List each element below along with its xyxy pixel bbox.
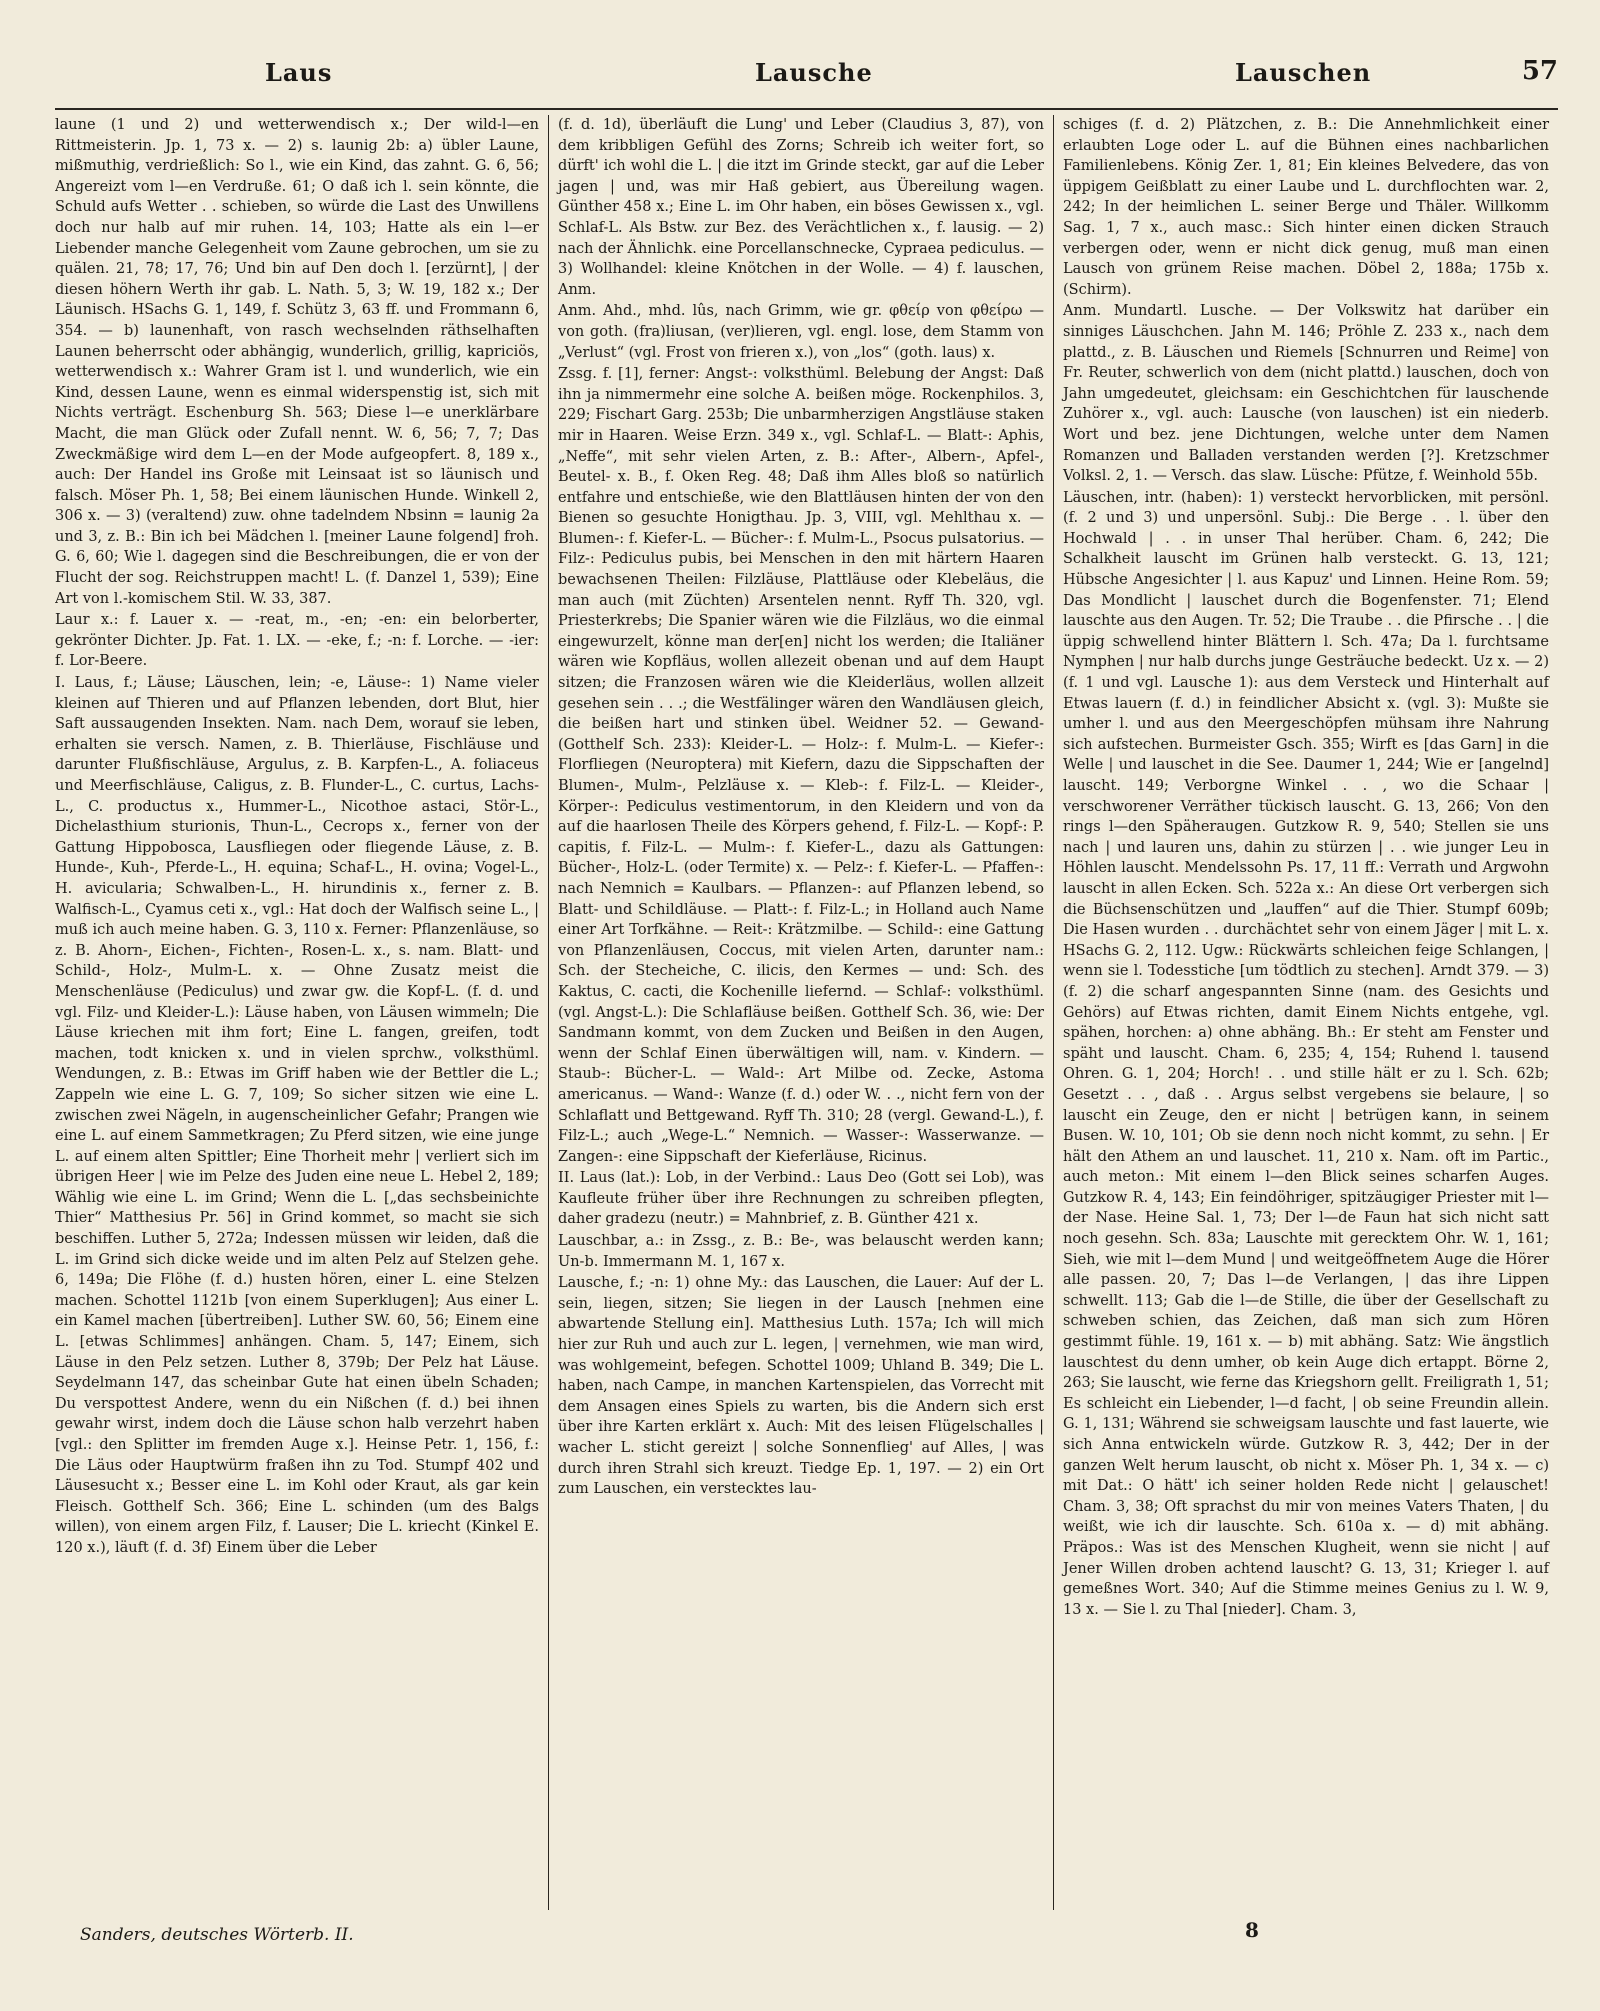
entry-paragraph: Lauschbar, a.: in Zssg., z. B.: Be-, was belauscht werden kann; Un-b. Immermann M. 1, 167 x. <box>558 1233 1044 1270</box>
column-2 <box>548 115 1053 1910</box>
entry-paragraph: Anm. Mundartl. Lusche. — Der Volkswitz hat darüber ein sinniges Läuschchen. Jahn M. 146; Pröhle Z. 233 x., nach dem plattd., z. B. Läuschen und Riemels [Schnurren und Reime] von Fr. Reuter, schwerlich von dem (nicht plattd.) lauschen, doch von Jahn umgedeutet, gleichsam: ein Geschichtchen für lauschende Zuhörer x., vgl. auch: Lausche (von lauschen) ist ein niederb. Wort und bez. jene Dichtungen, welche unter dem Namen Romanzen und Balladen verstanden werden [?]. Kretzschmer Volksl. 2, 1. — Versch. das slaw. Lüsche: Pfütze, f. Weinhold 55b. <box>1063 303 1549 485</box>
header-rule <box>55 108 1558 110</box>
signature-mark: 8 <box>1245 1918 1259 1942</box>
entry-paragraph: Anm. Ahd., mhd. lûs, nach Grimm, wie gr. φθείρ von φθείρω — von goth. (fra)liusan, (ver)lieren, vgl. engl. lose, dem Stamm von „Verlust“ (vgl. Frost von frieren x.), von „los“ (goth. laus) x. <box>558 303 1044 361</box>
text-columns <box>55 115 1558 1910</box>
entry-paragraph: schiges (f. d. 2) Plätzchen, z. B.: Die Annehmlichkeit einer erlaubten Loge oder L. auf die Bühnen eines nachbarlichen Familienlebens. König Zer. 1, 81; Ein kleines Belvedere, das von üppigem Geißblatt zu einer Laube und L. durchflochten war. 2, 242; In der heimlichen L. seiner Berge und Thäler. Willkomm Sag. 1, 7 x., auch masc.: Sich hinter einen dicken Strauch verbergen oder, wenn er nicht dick genug, muß man einen Lausch von grünem Reise machen. Döbel 2, 188a; 175b x. (Schirm). <box>1063 117 1549 298</box>
page-number: 57 <box>1521 56 1558 86</box>
entry-paragraph: Zssg. f. [1], ferner: Angst-: volksthüml. Belebung der Angst: Daß ihn ja nimmermehr eine solche A. beißen möge. Rockenphilos. 3, 229; Fischart Garg. 253b; Die unbarmherzigen Angstläuse staken mir in Haaren. Weise Erzn. 349 x., vgl. Schlaf-L. — Blatt-: Aphis, „Neffe“, mit sehr vielen Arten, z. B.: After-, Albern-, Apfel-, Beutel- x. B., f. Oken Reg. 48; Daß ihm Alles bloß so natürlich entfahre und entschieße, wie den Blattläusen hinten der von den Bienen so gesuchte Honigthau. Jp. 3, VIII, vgl. Mehlthau x. — Blumen-: f. Kiefer-L. — Bücher-: f. Mulm-L., Psocus pulsatorius. — Filz-: Pediculus pubis, bei Menschen in den mit härtern Haaren bewachsenen Theilen: Filzläuse, Plattläuse oder Klebeläus, die man auch (mit Züchten) Arsentelen nennt. Ryff Th. 320, vgl. Priesterkrebs; Die Spanier wären wie die Filzläus, wo die einmal eingewurzelt, könne man der[en] nicht los werden; die Italiäner wären wie Kopfläus, wollen allezeit obenan und auf dem Haupt sitzen; die Franzosen wären wie die Kleiderläus, wollen allzeit gesehen sein . . .; die Westfälinger wären den Wandläusen gleich, die beißen hart und stinken übel. Weidner 52. — Gewand- (Gotthelf Sch. 233): Kleider-L. — Holz-: f. Mulm-L. — Kiefer-: Florfliegen (Neuroptera) mit Kiefern, dazu die Sippschaften der Blumen-, Mulm-, Pelzläuse x. — Kleb-: f. Filz-L. — Kleider-, Körper-: Pediculus vestimentorum, in den Kleidern und von da auf die haarlosen Theile des Körpers gehend, f. Filz-L. — Kopf-: P. capitis, f. Filz-L. — Mulm-: f. Kiefer-L., dazu als Gattungen: Bücher-, Holz-L. (oder Termite) x. — Pelz-: f. Kiefer-L. — Pfaffen-: nach Nemnich = Kaulbars. — Pflanzen-: auf Pflanzen lebend, so Blatt- und Schildläuse. — Platt-: f. Filz-L.; in Holland auch Name einer Art Torfkähne. — Reit-: Krätzmilbe. — Schild-: eine Gattung von Pflanzenläusen, Coccus, mit vielen Arten, darunter nam.: Sch. der Stecheiche, C. ilicis, den Kermes — und: Sch. des Kaktus, C. cacti, die Kochenille liefernd. — Schlaf-: volksthüml. (vgl. Angst-L.): Die Schlafläuse beißen. Gotthelf Sch. 36, wie: Der Sandmann kommt, von dem Zucken und Beißen in den Augen, wenn der Schlaf Einen überwältigen will, nam. v. Kindern. — Staub-: Bücher-L. — Wald-: Art Milbe od. Zecke, Astoma americanus. — Wand-: Wanze (f. d.) oder W. . ., nicht fern von der Schlaflatt und Bettgewand. Ryff Th. 310; 28 (vergl. Gewand-L.), f. Filz-L.; auch „Wege-L.“ Nemnich. — Wasser-: Wasserwanze. — Zangen-: eine Sippschaft der Kieferläuse, Ricinus. <box>558 366 1044 1165</box>
entry-paragraph: laune (1 und 2) und wetterwendisch x.; Der wild-l—en Rittmeisterin. Jp. 1, 73 x. — 2) s. launig 2b: a) übler Laune, mißmuthig, verdrießlich: So l., wie ein Kind, das zahnt. G. 6, 56; Angereizt vom l—en Verdruße. 61; O daß ich l. sein könnte, die Schuld aufs Wetter . . schieben, so würde die Last des Unwillens doch nur halb auf mir ruhen. 14, 103; Hatte als ein l—er Liebender manche Gelegenheit vom Zaune gebrochen, um sie zu quälen. 21, 78; 17, 76; Und bin auf Den doch l. [erzürnt], | der diesen höhern Werth ihr gab. L. Nath. 5, 3; W. 19, 182 x.; Der Läunisch. HSachs G. 1, 149, f. Schütz 3, 63 ff. und Frommann 6, 354. — b) launenhaft, von rasch wechselnden räthselhaften Launen beherrscht oder abhängig, wunderlich, grillig, kapriciös, wetterwendisch x.: Wahrer Gram ist l. und wunderlich, wie ein Kind, dessen Laune, wenn es einmal widerspenstig ist, sich mit Nichts verträgt. Eschenburg Sh. 563; Diese l—e unerklärbare Macht, die man Glück oder Zufall nennt. W. 6, 56; 7, 7; Das Zweckmäßige wird dem L—en der Mode aufgeopfert. 8, 189 x., auch: Der Handel ins Große mit Leinsaat ist so läunisch und falsch. Möser Ph. 1, 58; Bei einem läunischen Hunde. Winkell 2, 306 x. — 3) (veraltend) zuw. ohne tadelndem Nbsinn = launig 2a und 3, z. B.: Bin ich bei Mädchen l. [meiner Laune folgend] froh. G. 6, 60; Wie l. dagegen sind die Beschreibungen, die er von der Flucht der sog. Reichstruppen macht! L. (f. Danzel 1, 539); Eine Art von l.-komischem Stil. W. 33, 387. <box>55 117 539 607</box>
footer-book-title: Sanders, deutsches Wörterb. II. <box>80 1925 354 1945</box>
entry-paragraph: II. Laus (lat.): Lob, in der Verbind.: Laus Deo (Gott sei Lob), was Kaufleute früher über ihre Rechnungen zu schreiben pflegten, daher gradezu (neutr.) = Mahnbrief, z. B. Günther 421 x. <box>558 1170 1044 1228</box>
running-header <box>55 58 1558 98</box>
column-1 <box>55 115 548 1910</box>
entry-paragraph: I. Laus, f.; Läuse; Läuschen, lein; -e, Läuse-: 1) Name vieler kleinen auf Thieren und auf Pflanzen lebenden, dort Blut, hier Saft aussaugenden Insekten. Nam. nach Dem, worauf sie leben, erhalten sie versch. Namen, z. B. Thierläuse, Fischläuse und darunter Flußfischläuse, Argulus, z. B. Karpfen-L., A. foliaceus und Meerfischläuse, Caligus, z. B. Flunder-L., C. curtus, Lachs-L., C. productus x., Hummer-L., Nicothoe astaci, Stör-L., Dichelasthium sturionis, Thun-L., Cecrops x., ferner von der Gattung Hippobosca, Lausfliegen oder fliegende Läuse, z. B. Hunde-, Kuh-, Pferde-L., H. equina; Schaf-L., H. ovina; Vogel-L., H. avicularia; Schwalben-L., H. hirundinis x., ferner z. B. Walfisch-L., Cyamus ceti x., vgl.: Hat doch der Walfisch seine L., | muß ich auch meine haben. G. 3, 110 x. Ferner: Pflanzenläuse, so z. B. Ahorn-, Eichen-, Fichten-, Rosen-L. x., s. nam. Blatt- und Schild-, Holz-, Mulm-L. x. — Ohne Zusatz meist die Menschenläuse (Pediculus) und zwar gw. die Kopf-L. (f. d. und vgl. Filz- und Kleider-L.): Läuse haben, von Läusen wimmeln; Die Läuse kriechen mit ihm fort; Eine L. fangen, greifen, todt machen, todt knicken x. und in vielen sprchw., volksthüml. Wendungen, z. B.: Etwas im Griff haben wie der Bettler die L.; Zappeln wie eine L. G. 7, 109; So sicher sitzen wie eine L. zwischen zwei Nägeln, in augenscheinlicher Gefahr; Prangen wie eine L. auf einem Sammetkragen; Zu Pferd sitzen, wie eine junge L. auf einem alten Spittler; Eine Thorheit mehr | verliert sich im übrigen Heer | wie im Pelze des Juden eine neue L. Hebel 2, 189; Wählig wie eine L. im Grind; Wenn die L. [„das sechsbeinichte Thier“ Matthesius Pr. 56] in Grind kommet, so macht sie sich beschiffen. Luther 5, 272a; Indessen müssen wir leiden, daß die L. im Grind sich dicke weide und im alten Pelz auf Stelzen gehe. 6, 149a; Die Flöhe (f. d.) husten hören, einer L. eine Stelzen machen. Schottel 1121b [von einem Superklugen]; Aus einer L. ein Kamel machen [übertreiben]. Luther SW. 60, 56; Einem eine L. [etwas Schlimmes] anhängen. Cham. 5, 147; Einem, sich Läuse in den Pelz setzen. Luther 8, 379b; Der Pelz hat Läuse. Seydelmann 147, das scheinbar Gute hat einen übeln Schaden; Du verspottest Andere, wenn du ein Nißchen (f. d.) bei ihnen gewahr wirst, indem doch die Läuse schon halb verzehrt haben [vgl.: den Splitter im fremden Auge x.]. Heinse Petr. 1, 156, f.: Die Läus oder Hauptwürm fraßen ihn zu Tod. Stumpf 402 und Läusesucht x.; Besser eine L. im Kohl oder Kraut, als gar kein Fleisch. Gotthelf Sch. 366; Eine L. schinden (um des Balgs willen), von einem argen Filz, f. Lauser; Die L. kriecht (Kinkel E. 120 x.), läuft (f. d. 3f) Einem über die Leber <box>55 675 539 1556</box>
entry-paragraph: (f. d. 1d), überläuft die Lung' und Leber (Claudius 3, 87), von dem kribbligen Gefühl des Zorns; Schreib ich weiter fort, so dürft' ich wohl die L. | die itzt im Grinde steckt, gar auf die Leber jagen | und, was mir Haß gebiert, aus Übereilung wagen. Günther 458 x.; Eine L. im Ohr haben, ein böses Gewissen x., vgl. Schlaf-L. Als Bstw. zur Bez. des Verächtlichen x., f. lausig. — 2) nach der Ähnlichk. eine Porcellanschnecke, Cypraea pediculus. — 3) Wollhandel: kleine Knötchen in der Wolle. — 4) f. lauschen, Anm. <box>558 117 1044 298</box>
header-left-guide-word: Laus <box>265 58 333 87</box>
entry-paragraph: Laur x.: f. Lauer x. — -reat, m., -en; -en: ein belorberter, gekrönter Dichter. Jp. Fat. 1. LX. — -eke, f.; -n: f. Lorche. — -ier: f. Lor-Beere. <box>55 612 539 670</box>
header-right-guide-word: Lauschen <box>1235 58 1372 87</box>
entry-paragraph: Läuschen, intr. (haben): 1) versteckt hervorblicken, mit persönl. (f. 2 und 3) und unpersönl. Subj.: Die Berge . . l. über den Hochwald | . . in unser Thal herüber. Cham. 6, 242; Die Schalkheit lauscht im Grünen halb versteckt. G. 13, 121; Hübsche Angesichter | l. aus Kapuz' und Linnen. Heine Rom. 59; Das Mondlicht | lauschet durch die Bogenfenster. 71; Elend lauschte aus den Augen. Tr. 52; Die Traube . . die Pfirsche . . | die üppig schwellend hinter Blättern l. Sch. 47a; Da l. furchtsame Nymphen | nur halb durchs junge Gesträuche bedeckt. Uz x. — 2) (f. 1 und vgl. Lausche 1): aus dem Versteck und Hinterhalt auf Etwas lauern (f. d.) in feindlicher Absicht x. (vgl. 3): Mußte sie umher l. und aus den Meergeschöpfen mühsam ihre Nahrung sich aufstechen. Burmeister Gsch. 355; Wirft es [das Garn] in die Welle | und lauschet in die See. Daumer 1, 244; Wie er [angelnd] lauscht. 149; Verborgne Winkel . . , wo die Schaar | verschworener Verräther tückisch lauscht. G. 13, 266; Von den rings l—den Späheraugen. Gutzkow R. 9, 540; Stellen sie uns nach | und lauren uns, dahin zu stürzen | . . wie junger Leu in Höhlen lauscht. Mendelssohn Ps. 17, 11 ff.: Verrath und Argwohn lauscht in allen Ecken. Sch. 522a x.: An diese Ort verbergen sich die Büchsenschützen und „lauffen“ auf die Thier. Stumpf 609b; Die Hasen wurden . . durchächtet sehr von einem Jäger | mit L. x. HSachs G. 2, 112. Ugw.: Rückwärts schleichen feige Schlangen, | wenn sie l. Todesstiche [um tödtlich zu stechen]. Arndt 379. — 3) (f. 2) die scharf angespannten Sinne (nam. des Gesichts und Gehörs) auf Etwas richten, damit Einem Nichts entgehe, vgl. spähen, horchen: a) ohne abhäng. Bh.: Er steht am Fenster und späht und lauscht. Cham. 6, 235; 4, 154; Ruhend l. tausend Ohren. G. 1, 204; Horch! . . und stille hält er zu l. Sch. 62b; Gesetzt . . , daß . . Argus selbst vergebens sie belaure, | so lauscht ein Zeuge, den er nicht | betrügen kann, in seinem Busen. W. 10, 101; Ob sie denn noch nicht kommt, zu sehn. | Er hält den Athem an und lauschet. 11, 210 x. Nam. oft im Partic., auch meton.: Mit einem l—den Blick seines scharfen Auges. Gutzkow R. 4, 143; Ein feindöhriger, spitzäugiger Priester mit l—der Nase. Heine Sal. 1, 73; Der l—de Faun hat sich nicht satt noch gesehn. Sch. 83a; Lauschte mit gerecktem Ohr. W. 1, 161; Sieh, wie mit l—dem Mund | und weitgeöffnetem Auge die Hörer alle passen. 20, 7; Das l—de Verlangen, | das ihre Lippen schwellt. 113; Gab die l—de Stille, die über der Gesellschaft zu schweben schien, das Zeichen, daß man sich zum Hören gestimmt fühle. 19, 161 x. — b) mit abhäng. Satz: Wie ängstlich lauschtest du denn umher, ob kein Auge dich ertappt. Börne 2, 263; Sie lauscht, wie ferne das Kriegshorn gellt. Freiligrath 1, 51; Es schleicht ein Liebender, l—d facht, | ob seine Freundin allein. G. 1, 131; Während sie schweigsam lauschte und fast lauerte, wie sich Anna entwickeln würde. Gutzkow R. 3, 442; Der in der ganzen Welt herum lauscht, ob nicht x. Möser Ph. 1, 34 x. — c) mit Dat.: O hätt' ich seiner holden Rede nicht | gelauschet! Cham. 3, 38; Oft sprachst du mir von meines Vaters Thaten, | du weißt, wie ich dir lauschte. Sch. 610a x. — d) mit abhäng. Präpos.: Was ist des Menschen Klugheit, wenn sie nicht | auf Jener Willen droben achtend lauscht? G. 13, 31; Krieger l. auf gemeßnes Wort. 340; Auf die Stimme meines Genius zu l. W. 9, 13 x. — Sie l. zu Thal [nieder]. Cham. 3, <box>1063 489 1549 1618</box>
entry-paragraph: Lausche, f.; -n: 1) ohne My.: das Lauschen, die Lauer: Auf der L. sein, liegen, sitzen; Sie liegen in der Lausch [nehmen eine abwartende Stellung ein]. Matthesius Luth. 157a; Ich will mich hier zur Ruh und auch zur L. legen, | vernehmen, wie man wird, was wohlgemeint, befegen. Schottel 1009; Uhland B. 349; Die L. haben, nach Campe, in manchen Kartenspielen, das Vorrecht mit dem Ansagen eines Spiels zu warten, bis die Andern sich erst über ihre Karten erklärt x. Auch: Mit des leisen Flügelschalles | wacher L. sticht gereizt | solche Sonnenflieg' auf Alles, | was durch ihren Strahl sich kreuzt. Tiedge Ep. 1, 197. — 2) ein Ort zum Lauschen, ein verstecktes lau- <box>558 1275 1044 1498</box>
header-middle-guide-word: Lausche <box>755 58 873 87</box>
column-3 <box>1053 115 1558 1910</box>
